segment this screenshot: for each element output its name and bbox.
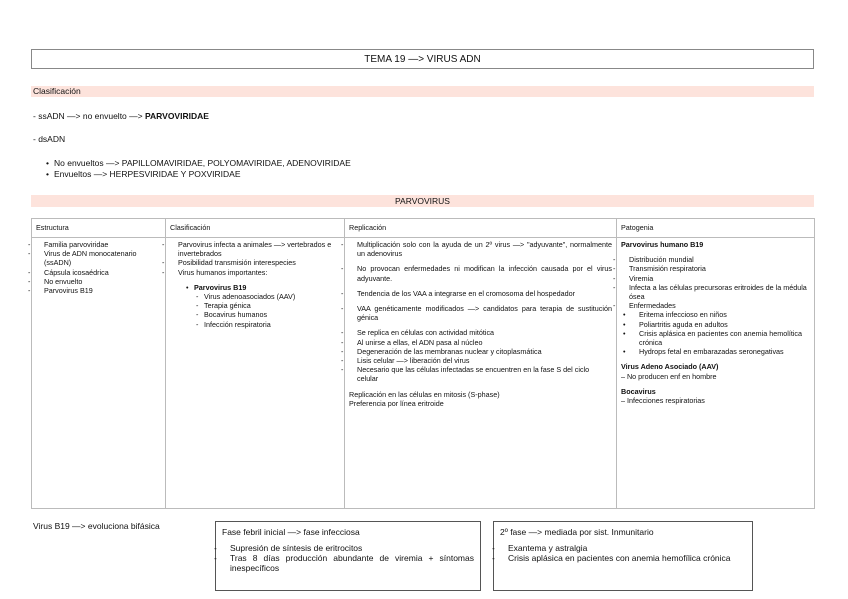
list-item: [170, 310, 340, 319]
list-item: - Parvovirus B19: [36, 286, 161, 295]
phase-one-title: Fase febril inicial —> fase infecciosa: [222, 527, 360, 537]
list-item: - Supresión de síntesis de eritrocitos: [222, 543, 474, 553]
phase-two-title: 2º fase —> mediada por sist. Inmunitario: [500, 527, 654, 537]
list-item: - No envuelto: [36, 277, 161, 286]
cell-estructura: [32, 238, 166, 509]
list-item: - Parvovirus infecta a animales —> vertebrados e invertebrados: [170, 240, 340, 258]
list-item: - Tras 8 días producción abundante de viremia + síntomas inespecíficos: [222, 553, 474, 573]
paragraph: - No provocan enfermedades ni modifican la infección causada por el virus adyuvante.: [349, 264, 612, 282]
cell-patogenia: [617, 238, 815, 509]
list-item-text: Bocavirus humanos: [204, 310, 268, 320]
subheading-text: Virus Adeno Asociado (AAV): [621, 362, 719, 372]
parvovirus-table: [31, 218, 815, 509]
list-item: - Necesario que las células infectadas se encuentren en la fase S del ciclo celular: [349, 365, 612, 383]
dsadn-list: [46, 158, 351, 179]
section-band: [31, 86, 814, 97]
ssadn-text: ssADN —> no envuelto —>: [38, 111, 145, 121]
subheading: [621, 387, 810, 396]
paragraph: - Multiplicación solo con la ayuda de un 2º virus —> "adyuvante", normalmente un adenovirus: [349, 240, 612, 258]
subheading-text: Bocavirus: [621, 386, 656, 396]
list-item: - Viremia: [621, 274, 810, 283]
paragraph: - VAA genéticamente modificados —> candidatos para terapia de sustitución génica: [349, 304, 612, 322]
footnote: Replicación en las células en mitosis (S-phase): [349, 389, 500, 399]
list-item: [170, 320, 340, 329]
biphasic-label: Virus B19 —> evoluciona bifásica: [33, 521, 160, 531]
bullet-icon: [186, 283, 194, 292]
list-item: • Crisis aplásica en pacientes con anemia hemolítica crónica: [631, 329, 810, 347]
list-item: [170, 301, 340, 310]
phase-one-box: [215, 521, 481, 591]
cell-replicacion: [345, 238, 617, 509]
paragraph: - Tendencia de los VAA a integrarse en el cromosoma del hospedador: [349, 289, 612, 298]
list-item: • No envueltos —> PAPILLOMAVIRIDAE, POLYOMAVIRIDAE, ADENOVIRIDAE: [46, 158, 351, 169]
list-item: • Envueltos —> HERPESVIRIDAE Y POXVIRIDAE: [46, 169, 351, 180]
list-item: - Transmisión respiratoria: [621, 264, 810, 273]
sub-head-text: Parvovirus B19: [194, 282, 247, 292]
list-item: - Degeneración de las membranas nuclear y citoplasmática: [349, 347, 612, 356]
dsadn-text: dsADN: [38, 134, 66, 144]
list-item: - Crisis aplásica en pacientes con anemia hemofílica crónica: [500, 553, 746, 563]
list-item: • Hydrops fetal en embarazadas seronegativas: [631, 347, 810, 356]
list-item: - Virus humanos importantes:: [170, 268, 340, 277]
footnote: Preferencia por línea eritroide: [349, 398, 444, 408]
sub-head: [170, 283, 340, 292]
list-item: - Posibilidad transmisión interespecies: [170, 258, 340, 267]
list-item: • Eritema infeccioso en niños: [631, 310, 810, 319]
list-item-text: Terapia génica: [204, 301, 251, 311]
list-item: - Cápsula icosaédrica: [36, 268, 161, 277]
dsadn-dash: -: [33, 134, 39, 144]
col-header-replicacion: Replicación: [345, 219, 617, 238]
list-item: • Poliartritis aguda en adultos: [631, 320, 810, 329]
detail-line: – Infecciones respiratorias: [621, 396, 705, 406]
subheading: [621, 362, 810, 371]
parvovirus-heading: PARVOVIRUS: [395, 196, 450, 206]
list-item: - Lisis celular —> liberación del virus: [349, 356, 612, 365]
list-item-text: Infección respiratoria: [204, 319, 271, 329]
ssadn-family: PARVOVIRIDAE: [144, 111, 209, 121]
table-header-row: [32, 219, 815, 238]
list-item: - Familia parvoviridae: [36, 240, 161, 249]
subheading: [621, 240, 810, 249]
col-header-estructura: Estructura: [32, 219, 166, 238]
phase-two-box: [493, 521, 753, 591]
detail-line: – No producen enf en hombre: [621, 371, 717, 381]
list-item: - Se replica en células con actividad mitótica: [349, 328, 612, 337]
subheading-text: Parvovirus humano B19: [621, 240, 704, 249]
table-row: [32, 238, 815, 509]
cell-clasificacion: [166, 238, 345, 509]
list-item: - Virus de ADN monocatenario (ssADN): [36, 249, 161, 267]
list-item: - Al unirse a ellas, el ADN pasa al núcleo: [349, 338, 612, 347]
ssadn-dash: -: [33, 111, 39, 121]
list-item: - Exantema y astralgia: [500, 543, 746, 553]
col-header-clasificacion: Clasificación: [166, 219, 345, 238]
list-item: - Infecta a las células precursoras eritroides de la médula ósea: [621, 283, 810, 301]
page-title: TEMA 19 —> VIRUS ADN: [31, 49, 814, 69]
list-item-text: Virus adenoasociados (AAV): [204, 292, 296, 302]
ssadn-line: [33, 111, 209, 122]
dsadn-line: [33, 134, 65, 145]
list-item: - Enfermedades: [621, 301, 810, 310]
list-item: - Distribución mundial: [621, 255, 810, 264]
col-header-patogenia: Patogenia: [617, 219, 815, 238]
clasificacion-heading: Clasificación: [33, 86, 81, 96]
list-item: [170, 292, 340, 301]
